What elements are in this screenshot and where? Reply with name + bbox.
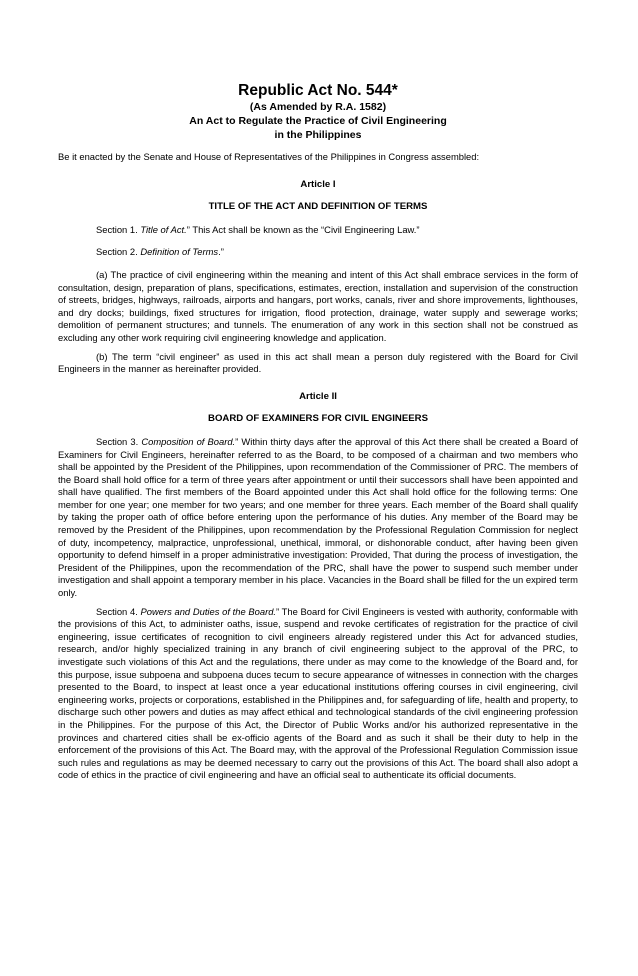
document-title: Republic Act No. 544*: [238, 82, 398, 99]
section-4-title: Powers and Duties of the Board.: [140, 605, 277, 617]
article-1-heading: TITLE OF THE ACT AND DEFINITION OF TERMS: [208, 201, 428, 213]
section-3-text: ” Within thirty days after the approval of this Act there shall be created a Board of Examiners for Civil Engineers, hereinafter referred to as the Board, to be composed of a chairman and two members who shall be appointed by the President of the Philippines, upon recommendation of the Commissioner of PRC. The members of the Board shall hold office for a term of three years after appointment or until their successors shall have been appointed and shall have qualified. The first members of the Board appointed under this Act shall hold office for the following terms: One member for one year; one member for two years; and one member for three years. Each member of the Board shall qualify by taking the proper oath of office before entering upon the performance of his duties. Any member of the Board may be removed by the President of the Philippines, upon recommendation by the Professional Regulation Commission for neglect of duty, incompetency, malpractice, unprofessional, unethical, immoral, or dishonorable conduct, after having been given opportunity to defend himself in a proper administrative investigation: Provided, That during the process of investigation, the President of the Philippines, upon the recommendation of the PRC, shall have the power to suspend such member under investigation and shall appoint a temporary member in his place. Vacancies in the Board shall be filled for the un expired term only.: [58, 435, 578, 599]
section-1-title: Title of Act.: [140, 223, 187, 235]
section-3-title: Composition of Board.: [141, 435, 236, 447]
article-2-label: Article II: [299, 390, 337, 402]
paragraph-a: (a) The practice of civil engineering within the meaning and intent of this Act shall embrace services in the form of consultation, design, preparation of plans, specifications, estimates, erection, installation and supervision of the construction of streets, bridges, highways, railroads, airports and hangars, port works, canals, river and shore improvements, lighthouses, and dry docks; buildings, fixed structures for irrigation, flood protection, drainage, water supply and sewerage works; demolition of permanent structures; and tunnels. The enumeration of any work in this section shall not be construed as excluding any other work requiring civil engineering knowledge and application.: [58, 268, 578, 343]
section-4-prefix: Section 4.: [96, 605, 141, 617]
article-2-heading: BOARD OF EXAMINERS FOR CIVIL ENGINEERS: [208, 413, 428, 425]
section-1: [58, 224, 578, 237]
section-4-text: ” The Board for Civil Engineers is vested with authority, conformable with the provisions of this Act, to administer oaths, issue, suspend and revoke certificates of registration for the practice of civil engineering, issue certificates of recognition to civil engineers already registered under this Act for advanced studies, research, and/or highly specialized training in any branch of civil engineering subject to the approval of the PRC, to investigate such violations of this Act and the regulations, there under as may come to the knowledge of the Board and, for this purpose, issue subpoena and subpoena duces tecum to secure appearance of witnesses in connection with the charges presented to the Board, to inspect at least once a year educational institutions offering courses in civil engineering, civil engineering works, projects or corporations, established in the Philippines and, for safeguarding of life, health and property, to discharge such other powers and duties as may affect ethical and technological standards of the civil engineering profession in the Philippines. For the purpose of this Act, the Director of Public Works and/or his authorized representative in the provinces and chartered cities shall be ex-officio agents of the Board and as such it shall be their duty to help in the enforcement of the provisions of this Act. The Board may, with the approval of the Professional Regulation Commission issue such rules and regulations as may be deemed necessary to carry out the provisions of this Act. The board shall also adopt a code of ethics in the practice of civil engineering and have an official seal to authenticate its official documents.: [58, 605, 578, 781]
document-subtitle-line-1: An Act to Regulate the Practice of Civil Engineering: [189, 115, 447, 127]
section-3-prefix: Section 3.: [96, 435, 142, 447]
paragraph-b: (b) The term “civil engineer” as used in this act shall mean a person duly registered with the Board for Civil Engineers in the manner as hereinafter provided.: [58, 350, 578, 375]
section-3: [58, 436, 578, 600]
document-subtitle-line-2: in the Philippines: [274, 129, 362, 141]
enacting-clause: Be it enacted by the Senate and House of Representatives of the Philippines in Congress assembled:: [58, 151, 480, 162]
section-2-text: .”: [218, 246, 224, 258]
amendment-note: (As Amended by R.A. 1582): [249, 101, 387, 113]
document-page: [58, 82, 578, 782]
section-2: [58, 246, 578, 259]
section-1-text: ” This Act shall be known as the “Civil Engineering Law.”: [186, 223, 420, 235]
section-2-prefix: Section 2.: [96, 246, 141, 258]
article-1-label: Article I: [300, 178, 336, 190]
section-2-title: Definition of Terms: [140, 246, 219, 258]
section-1-prefix: Section 1.: [96, 223, 141, 235]
section-4: [58, 606, 578, 782]
